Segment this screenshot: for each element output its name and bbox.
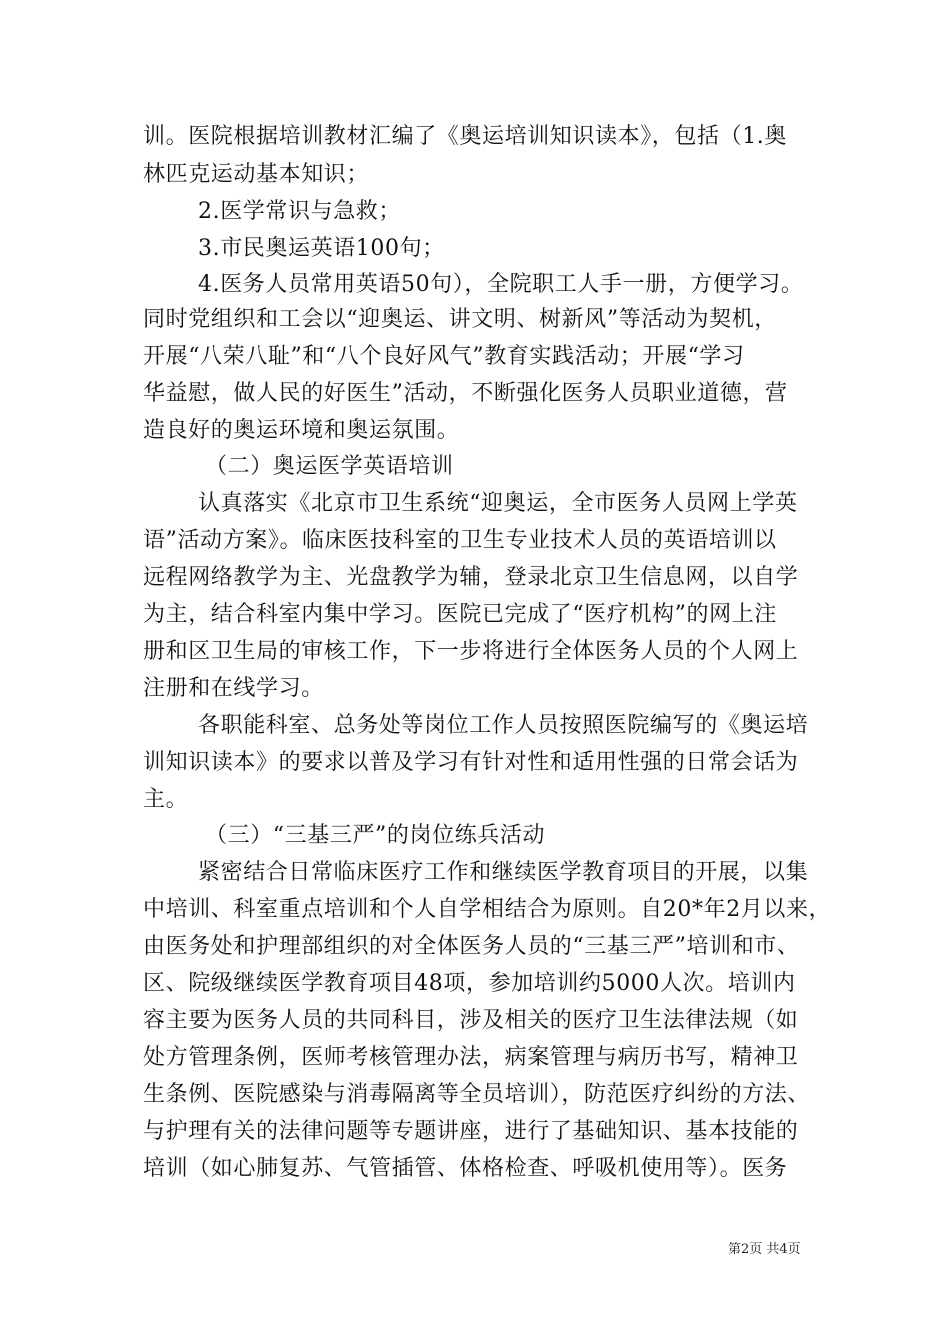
text-line: 林匹克运动基本知识； bbox=[143, 162, 370, 187]
text-line: 与护理有关的法律问题等专题讲座，进行了基础知识、基本技能的 bbox=[143, 1119, 799, 1144]
section-heading: （三）“三基三严”的岗位练兵活动 bbox=[205, 823, 546, 848]
text-line: 同时党组织和工会以“迎奥运、讲文明、树新风”等活动为契机， bbox=[143, 307, 777, 332]
text-line: 华益慰，做人民的好医生”活动，不断强化医务人员职业道德，营 bbox=[143, 381, 788, 406]
text-line: 2.医学常识与急救； bbox=[198, 199, 401, 224]
text-line: 紧密结合日常临床医疗工作和继续医学教育项目的开展，以集 bbox=[198, 860, 809, 885]
text-line: 训知识读本》的要求以普及学习有针对性和适用性强的日常会话为 bbox=[143, 750, 799, 775]
text-line: 认真落实《北京市卫生系统“迎奥运，全市医务人员网上学英 bbox=[198, 491, 798, 516]
text-line: 区、院级继续医学教育项目48项，参加培训约5000人次。培训内 bbox=[143, 971, 796, 996]
text-line: 培训（如心肺复苏、气管插管、体格检查、呼吸机使用等）。医务 bbox=[143, 1156, 788, 1181]
page-number: 第2页 共4页 bbox=[728, 1242, 801, 1257]
text-line: 4.医务人员常用英语50句），全院职工人手一册，方便学习。 bbox=[198, 272, 804, 297]
text-line: 3.市民奥运英语100句； bbox=[198, 236, 445, 261]
text-line: 册和区卫生局的审核工作，下一步将进行全体医务人员的个人网上 bbox=[143, 639, 799, 664]
text-line: 容主要为医务人员的共同科目，涉及相关的医疗卫生法律法规（如 bbox=[143, 1008, 799, 1033]
text-line: 训。医院根据培训教材汇编了《奥运培训知识读本》，包括（1.奥 bbox=[143, 124, 787, 149]
text-line: 各职能科室、总务处等岗位工作人员按照医院编写的《奥运培 bbox=[198, 713, 809, 738]
text-line: 处方管理条例，医师考核管理办法，病案管理与病历书写，精神卫 bbox=[143, 1045, 799, 1070]
text-line: 造良好的奥运环境和奥运氛围。 bbox=[143, 418, 460, 443]
text-line: 主。 bbox=[143, 787, 189, 812]
text-line: 注册和在线学习。 bbox=[143, 676, 324, 701]
text-line: 远程网络教学为主、光盘教学为辅，登录北京卫生信息网，以自学 bbox=[143, 565, 799, 590]
text-line: 为主，结合科室内集中学习。医院已完成了“医疗机构”的网上注 bbox=[143, 602, 777, 627]
section-heading: （二）奥运医学英语培训 bbox=[205, 454, 454, 479]
text-line: 开展“八荣八耻”和“八个良好风气”教育实践活动；开展“学习 bbox=[143, 344, 745, 369]
text-line: 语”活动方案》。临床医技科室的卫生专业技术人员的英语培训以 bbox=[143, 528, 777, 553]
text-line: 中培训、科室重点培训和个人自学相结合为原则。自20*年2月以来， bbox=[143, 897, 832, 922]
text-line: 由医务处和护理部组织的对全体医务人员的“三基三严”培训和市、 bbox=[143, 934, 800, 959]
text-line: 生条例、医院感染与消毒隔离等全员培训），防范医疗纠纷的方法、 bbox=[143, 1082, 811, 1107]
